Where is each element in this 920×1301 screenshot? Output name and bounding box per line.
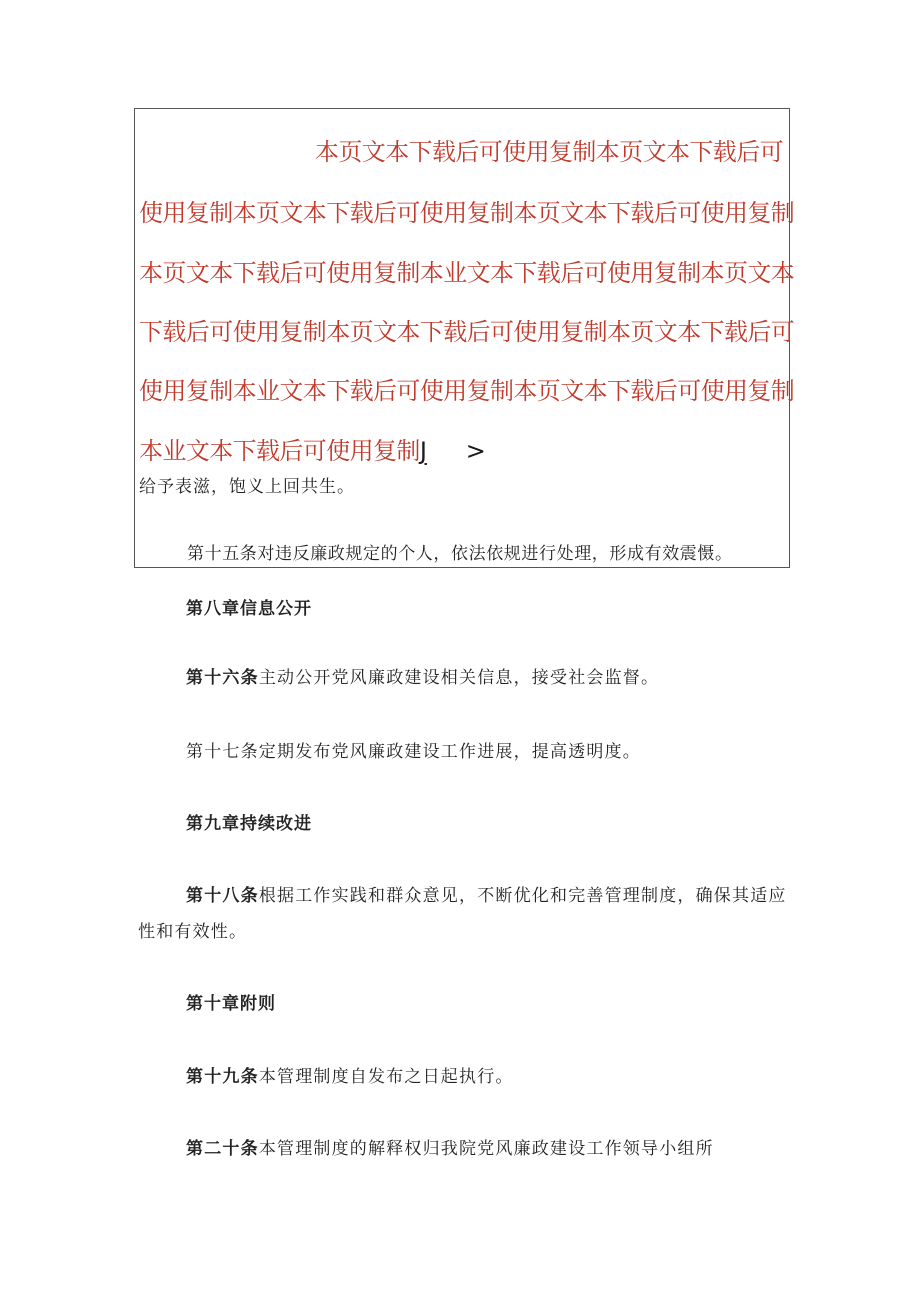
article-16-text: 主动公开党风廉政建设相关信息，接受社会监督。 (258, 668, 660, 688)
article-20-label: 第二十条 (186, 1139, 259, 1159)
chapter-8-heading: 第八章信息公开 (186, 599, 312, 619)
chapter-10-heading: 第十章附则 (186, 994, 276, 1014)
article-15: 第十五条对违反廉政规定的个人，依法依规进行处理，形成有效震慑。 (187, 544, 733, 564)
watermark-text: 本业文本下载后可使用复制 (139, 437, 420, 465)
watermark-line: 使用复制本业文本下载后可使用复制本页文本下载后可使用复制 (139, 377, 795, 405)
tail-gt: > (465, 437, 486, 465)
article-16-label: 第十六条 (186, 668, 259, 688)
article-18-label: 第十八条 (186, 886, 259, 906)
article-19-label: 第十九条 (186, 1067, 259, 1087)
article-19 (186, 1065, 514, 1089)
article-19-text: 本管理制度自发布之日起执行。 (258, 1067, 514, 1087)
article-18-text: 根据工作实践和群众意见，不断优化和完善管理制度，确保其适应性和有效性。 (138, 886, 787, 942)
chapter-9-heading: 第九章持续改进 (186, 814, 312, 834)
article-16 (186, 666, 659, 690)
watermark-notice-box (134, 108, 795, 568)
watermark-line-last (139, 436, 486, 466)
article-20 (186, 1137, 714, 1161)
underlined-tail (420, 436, 486, 466)
watermark-line: 使用复制本页文本下载后可使用复制本页文本下载后可使用复制 (139, 199, 795, 227)
watermark-line: 下载后可使用复制本页文本下载后可使用复制本页文本下载后可 (139, 318, 795, 346)
article-17: 第十七条定期发布党风廉政建设工作进展，提高透明度。 (186, 742, 641, 762)
watermark-line: 本页文本下载后可使用复制本业文本下载后可使用复制本页文本 (139, 259, 795, 287)
article-18 (138, 878, 790, 950)
garbled-text-line: 给予表滋，饱义上回共生。 (139, 477, 355, 497)
article-20-text: 本管理制度的解释权归我院党风廉政建设工作领导小组所 (258, 1139, 714, 1159)
tail-j: J (419, 437, 427, 465)
watermark-line: 本页文本下载后可使用复制本页文本下载后可 (315, 138, 783, 166)
